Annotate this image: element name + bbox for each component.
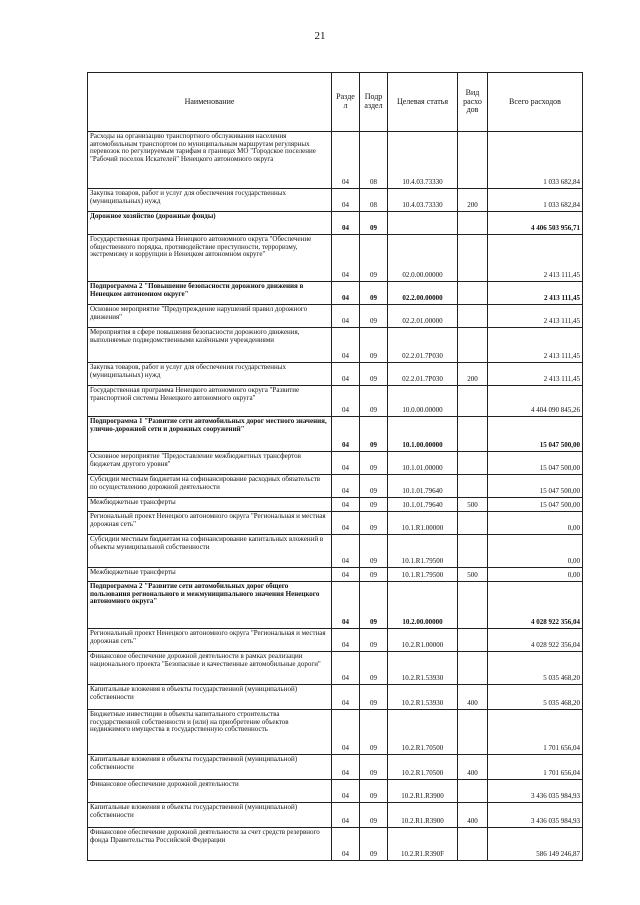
column-header-razdel: Разде л (332, 73, 360, 132)
table-row (88, 685, 583, 710)
table-row (88, 475, 583, 498)
row-name: Дорожное хозяйство (дорожные фонды) (88, 212, 332, 235)
table-row (88, 498, 583, 512)
row-name: Закупка товаров, работ и услуг для обеспечения государственных (муниципальных) нужд (88, 189, 332, 212)
row-vid (458, 132, 488, 189)
row-vid: 200 (458, 189, 488, 212)
expenses-table (87, 72, 583, 861)
row-name: Межбюджетные трансферты (88, 498, 332, 512)
table-row (88, 652, 583, 685)
row-razdel: 04 (332, 363, 360, 386)
row-name: Субсидии местным бюджетам на софинансирование расходных обязательств по осуществлению дорожной деятельности (88, 475, 332, 498)
table-row (88, 582, 583, 629)
row-statya: 02.2.01.7Р030 (388, 363, 458, 386)
row-vid: 400 (458, 803, 488, 828)
row-statya: 10.2.R1.R390F (388, 828, 458, 861)
row-razdel: 04 (332, 685, 360, 710)
row-razdel: 04 (332, 305, 360, 328)
row-total: 2 413 111,45 (488, 328, 583, 363)
row-vid (458, 512, 488, 535)
row-name: Финансовое обеспечение дорожной деятельности за счет средств резервного фонда Правительства Российской Федерации (88, 828, 332, 861)
row-podrazdel: 09 (360, 710, 388, 755)
row-podrazdel: 08 (360, 132, 388, 189)
row-vid (458, 305, 488, 328)
row-razdel: 04 (332, 212, 360, 235)
row-name: Закупка товаров, работ и услуг для обеспечения государственных (муниципальных) нужд (88, 363, 332, 386)
row-statya: 10.2.00.00000 (388, 582, 458, 629)
row-total: 4 406 503 956,71 (488, 212, 583, 235)
row-total: 1 701 656,04 (488, 755, 583, 780)
row-name: Мероприятия в сфере повышения безопасности дорожного движения, выполняемые подведомственными казёнными учреждениями (88, 328, 332, 363)
row-podrazdel: 09 (360, 535, 388, 568)
row-razdel: 04 (332, 828, 360, 861)
row-total: 15 047 500,00 (488, 417, 583, 452)
row-total: 5 035 468,20 (488, 685, 583, 710)
row-razdel: 04 (332, 386, 360, 417)
row-vid (458, 582, 488, 629)
table-header-row (88, 73, 583, 132)
column-header-vid: Вид расхо дов (458, 73, 488, 132)
row-podrazdel: 09 (360, 629, 388, 652)
row-total: 4 028 922 356,04 (488, 629, 583, 652)
row-razdel: 04 (332, 803, 360, 828)
table-row (88, 512, 583, 535)
row-statya: 10.2.R1.53930 (388, 685, 458, 710)
row-name: Межбюджетные трансферты (88, 568, 332, 582)
row-name: Капитальные вложения в объекты государственной (муниципальной) собственности (88, 755, 332, 780)
row-razdel: 04 (332, 452, 360, 475)
row-name: Подпрограмма 2 "Повышение безопасности дорожного движения в Ненецком автономном округе" (88, 282, 332, 305)
row-vid (458, 710, 488, 755)
row-statya: 02.2.00.00000 (388, 282, 458, 305)
page-number: 21 (314, 30, 326, 42)
row-statya: 10.1.R1.79500 (388, 568, 458, 582)
row-razdel: 04 (332, 417, 360, 452)
column-header-statya: Целевая статья (388, 73, 458, 132)
row-statya: 10.1.R1.79500 (388, 535, 458, 568)
row-total: 15 047 500,00 (488, 475, 583, 498)
row-vid (458, 535, 488, 568)
column-header-name: Наименование (88, 73, 332, 132)
row-podrazdel: 09 (360, 498, 388, 512)
row-name: Финансовое обеспечение дорожной деятельности в рамках реализации национального проекта "Безопасные и качественные автомобильные дороги" (88, 652, 332, 685)
row-statya: 10.2.R1.70500 (388, 755, 458, 780)
row-razdel: 04 (332, 475, 360, 498)
row-podrazdel: 09 (360, 417, 388, 452)
table-row (88, 755, 583, 780)
row-total: 1 033 682,84 (488, 132, 583, 189)
row-razdel: 04 (332, 629, 360, 652)
row-podrazdel: 09 (360, 363, 388, 386)
row-statya: 10.4.03.73330 (388, 132, 458, 189)
row-podrazdel: 09 (360, 475, 388, 498)
row-vid (458, 452, 488, 475)
row-name: Субсидии местным бюджетам на софинансирование капитальных вложений в объекты муниципальной собственности (88, 535, 332, 568)
row-total: 2 413 111,45 (488, 363, 583, 386)
table-row (88, 212, 583, 235)
column-header-podrazdel: Подр аздел (360, 73, 388, 132)
row-podrazdel: 09 (360, 685, 388, 710)
row-podrazdel: 09 (360, 568, 388, 582)
row-name: Региональный проект Ненецкого автономного округа "Региональная и местная дорожная сеть" (88, 512, 332, 535)
table-row (88, 282, 583, 305)
row-statya: 10.2.R1.R3900 (388, 803, 458, 828)
row-statya (388, 212, 458, 235)
row-razdel: 04 (332, 132, 360, 189)
row-podrazdel: 09 (360, 512, 388, 535)
row-vid (458, 386, 488, 417)
row-vid (458, 282, 488, 305)
row-podrazdel: 09 (360, 780, 388, 803)
table-row (88, 568, 583, 582)
row-statya: 10.4.03.73330 (388, 189, 458, 212)
row-vid: 500 (458, 568, 488, 582)
row-vid: 400 (458, 685, 488, 710)
row-name: Основное мероприятие "Предоставление межбюджетных трансфертов бюджетам другого уровня" (88, 452, 332, 475)
row-vid (458, 235, 488, 282)
row-statya: 10.2.R1.00000 (388, 629, 458, 652)
row-statya: 02.2.01.00000 (388, 305, 458, 328)
row-total: 2 413 111,45 (488, 305, 583, 328)
row-statya: 10.1.01.00000 (388, 452, 458, 475)
row-total: 2 413 111,45 (488, 282, 583, 305)
row-name: Бюджетные инвестиции в объекты капитального строительства государственной собственности и (или) на приобретение объектов недвижимого имущества в государственную собственность (88, 710, 332, 755)
table-row (88, 132, 583, 189)
table-row (88, 235, 583, 282)
row-razdel: 04 (332, 498, 360, 512)
row-statya: 10.1.01.79640 (388, 475, 458, 498)
row-razdel: 04 (332, 710, 360, 755)
row-razdel: 04 (332, 568, 360, 582)
table-row (88, 305, 583, 328)
table-row (88, 629, 583, 652)
row-total: 1 033 682,84 (488, 189, 583, 212)
row-total: 15 047 500,00 (488, 498, 583, 512)
row-statya: 10.2.R1.53930 (388, 652, 458, 685)
row-podrazdel: 09 (360, 282, 388, 305)
row-total: 15 047 500,00 (488, 452, 583, 475)
row-podrazdel: 09 (360, 235, 388, 282)
row-name: Государственная программа Ненецкого автономного округа "Обеспечение общественного порядка, противодействие преступности, терроризму, экстремизму и коррупции в Ненецком автономном округе" (88, 235, 332, 282)
row-name: Основное мероприятие "Предупреждение нарушений правил дорожного движения" (88, 305, 332, 328)
row-total: 4 028 922 356,04 (488, 582, 583, 629)
row-vid: 200 (458, 363, 488, 386)
row-statya: 02.0.00.00000 (388, 235, 458, 282)
row-podrazdel: 09 (360, 803, 388, 828)
row-vid (458, 652, 488, 685)
table-row (88, 535, 583, 568)
row-statya: 10.0.00.00000 (388, 386, 458, 417)
row-name: Капитальные вложения в объекты государственной (муниципальной) собственности (88, 803, 332, 828)
row-total: 0,00 (488, 568, 583, 582)
row-statya: 02.2.01.7Р030 (388, 328, 458, 363)
row-name: Государственная программа Ненецкого автономного округа "Развитие транспортной системы Ненецкого автономного округа" (88, 386, 332, 417)
row-name: Финансовое обеспечение дорожной деятельности (88, 780, 332, 803)
row-podrazdel: 09 (360, 212, 388, 235)
table-row (88, 828, 583, 861)
column-header-total: Всего расходов (488, 73, 583, 132)
row-total: 2 413 111,45 (488, 235, 583, 282)
row-name: Капитальные вложения в объекты государственной (муниципальной) собственности (88, 685, 332, 710)
row-total: 0,00 (488, 535, 583, 568)
row-name: Расходы на организацию транспортного обслуживания населения автомобильным транспортом по муниципальным маршрутам регулярных перевозок по регулируемым тарифам в границах МО "Городское поселение "Рабочий поселок Искателей" Ненецкого автономного округа (88, 132, 332, 189)
row-total: 1 701 656,04 (488, 710, 583, 755)
row-statya: 10.2.R1.R3900 (388, 780, 458, 803)
row-podrazdel: 09 (360, 328, 388, 363)
row-statya: 10.1.00.00000 (388, 417, 458, 452)
row-podrazdel: 09 (360, 828, 388, 861)
row-vid (458, 828, 488, 861)
row-total: 0,00 (488, 512, 583, 535)
row-name: Региональный проект Ненецкого автономного округа "Региональная и местная дорожная сеть" (88, 629, 332, 652)
row-vid (458, 629, 488, 652)
row-podrazdel: 09 (360, 652, 388, 685)
table-row (88, 452, 583, 475)
row-razdel: 04 (332, 512, 360, 535)
row-podrazdel: 09 (360, 386, 388, 417)
row-vid (458, 212, 488, 235)
row-podrazdel: 09 (360, 305, 388, 328)
table-row (88, 710, 583, 755)
row-podrazdel: 09 (360, 582, 388, 629)
row-razdel: 04 (332, 189, 360, 212)
row-vid (458, 417, 488, 452)
row-vid (458, 475, 488, 498)
row-name: Подпрограмма 2 "Развитие сети автомобильных дорог общего пользования регионального и межмуниципального значения Ненецкого автономного округа" (88, 582, 332, 629)
row-razdel: 04 (332, 780, 360, 803)
table-row (88, 386, 583, 417)
row-statya: 10.1.01.79640 (388, 498, 458, 512)
table-row (88, 189, 583, 212)
row-razdel: 04 (332, 582, 360, 629)
row-podrazdel: 08 (360, 189, 388, 212)
table-row (88, 363, 583, 386)
row-razdel: 04 (332, 652, 360, 685)
row-razdel: 04 (332, 235, 360, 282)
row-razdel: 04 (332, 282, 360, 305)
row-statya: 10.2.R1.70500 (388, 710, 458, 755)
row-total: 3 436 035 984,93 (488, 803, 583, 828)
row-total: 5 035 468,20 (488, 652, 583, 685)
table-row (88, 328, 583, 363)
row-razdel: 04 (332, 755, 360, 780)
row-podrazdel: 09 (360, 755, 388, 780)
table-row (88, 803, 583, 828)
row-podrazdel: 09 (360, 452, 388, 475)
row-total: 3 436 035 984,93 (488, 780, 583, 803)
row-vid: 500 (458, 498, 488, 512)
row-total: 4 404 090 845,26 (488, 386, 583, 417)
table-row (88, 417, 583, 452)
row-vid (458, 328, 488, 363)
row-razdel: 04 (332, 535, 360, 568)
row-name: Подпрограмма 1 "Развитие сети автомобильных дорог местного значения, улично-дорожной сети и дорожных сооружений" (88, 417, 332, 452)
row-razdel: 04 (332, 328, 360, 363)
table-row (88, 780, 583, 803)
row-vid: 400 (458, 755, 488, 780)
row-statya: 10.1.R1.00000 (388, 512, 458, 535)
row-vid (458, 780, 488, 803)
row-total: 586 149 246,87 (488, 828, 583, 861)
